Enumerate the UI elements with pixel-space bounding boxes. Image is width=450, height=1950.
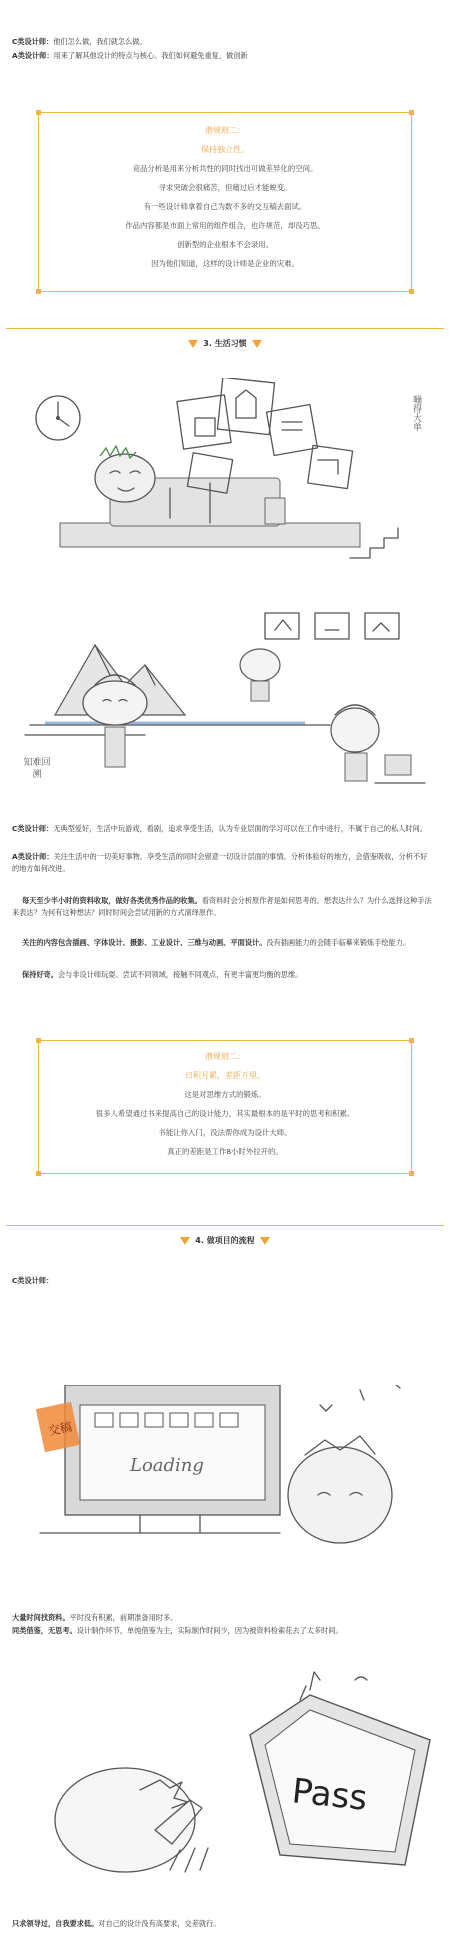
loading-illustration xyxy=(20,1385,440,1575)
rule1-subheading: 保持独立性。 xyxy=(201,145,249,154)
rule1-line: 有一些设计师拿着自己为数不多的交互稿去面试。 xyxy=(143,202,307,211)
rule1-line: 作品内容都是市面上常用的组件组合，也许规范，却没巧思。 xyxy=(125,221,325,230)
intro-a-text: 用来了解其他设计的特点与核心。我们如何避免重复，做创新 xyxy=(53,51,248,60)
habits-p2-text: 没有插画能力的会随手临摹来锻炼手绘能力。 xyxy=(266,938,411,947)
habits-p1-text: 看资料时会分析原作者是如何思考的。想表达什么？为什么选择这种手法来表达？为何有这种想法？同时时间会尝试用新的方式演绎原作。 xyxy=(12,896,432,917)
loading-text: Loading xyxy=(130,1455,204,1476)
section4-header xyxy=(0,1225,450,1255)
habits-p3-text: 会与非设计师玩耍。尝试不同领域，接触不同观点，有更丰富更均衡的思维。 xyxy=(57,970,303,979)
habits-p3-bold: 保持好奇。 xyxy=(22,970,58,979)
rule2-subheading: 日积月累，差距万里。 xyxy=(185,1071,265,1080)
habits-c-text: 无典型爱好，生活中玩游戏，看剧，追求享受生活，认为专业层面的学习可以在工作中进行，不属于自己的私人时间。 xyxy=(53,824,427,833)
rule2-box xyxy=(38,1040,412,1174)
rule2-line: 这是对思维方式的锻炼。 xyxy=(184,1090,266,1099)
habits-c-label: C类设计师： xyxy=(12,824,54,833)
process-p2-text: 设计制作环节，单纯借鉴为主，实际制作时间少，因为被资料检索花去了太多时间。 xyxy=(76,1626,343,1635)
habits-a-label: A类设计师： xyxy=(12,852,54,861)
habits-a xyxy=(12,851,432,875)
process-p2-bold: 同类借鉴，无思考。 xyxy=(12,1626,77,1635)
illus1-side-text: 嘣得大单 xyxy=(411,395,421,431)
rule2-line: 书能让你入门，没法帮你成为设计大师。 xyxy=(158,1128,292,1137)
habits-c xyxy=(12,823,432,835)
habits-p1-bold: 每天至少半小时的资料收取，做好各类优秀作品的收集。 xyxy=(22,896,202,905)
section4-title: 4. 做项目的流程 xyxy=(195,1236,255,1245)
intro-c-text: 他们怎么做，我们就怎么做。 xyxy=(53,37,147,46)
arrow-down-icon xyxy=(260,1237,270,1245)
intro-a-line xyxy=(12,50,432,62)
arrow-down-icon xyxy=(180,1237,190,1245)
pass-illustration xyxy=(10,1660,440,1900)
rule2-line: 真正的差距是工作8小时外拉开的。 xyxy=(167,1147,283,1156)
stamp-text: 交稿 xyxy=(46,1419,74,1439)
mountain-illustration xyxy=(15,605,435,805)
rule2-heading: 潜规则二： xyxy=(205,1052,245,1061)
habits-p3 xyxy=(12,969,432,981)
rule1-heading: 潜规则二： xyxy=(205,126,245,135)
section3-header xyxy=(0,328,450,358)
intro-c-line xyxy=(12,36,432,48)
process-c-label-text: C类设计师： xyxy=(12,1276,54,1285)
process-p1 xyxy=(12,1612,432,1624)
process-p1-bold: 大量时间找资料。 xyxy=(12,1613,70,1622)
intro-a-label: A类设计师： xyxy=(12,51,54,60)
arrow-down-icon xyxy=(252,340,262,348)
process-p3-text: 对自己的设计没有高要求，交差就行。 xyxy=(98,1919,221,1928)
rule1-line: 因为他们知道，这样的设计师是企业的灾难。 xyxy=(151,259,299,268)
process-c-label xyxy=(12,1275,432,1287)
process-p3 xyxy=(12,1918,432,1930)
rule1-line: 寻求突破会很痛苦，但痛过后才能蜕变。 xyxy=(158,183,292,192)
intro-c-label: C类设计师： xyxy=(12,37,54,46)
process-p2 xyxy=(12,1625,432,1637)
rule1-line: 竞品分析是用来分析共性的同时找出可做差异化的空间。 xyxy=(132,164,318,173)
desk-illustration xyxy=(20,378,440,588)
process-p3-bold: 只求领导过，自我要求低。 xyxy=(12,1919,99,1928)
illus2-side-text: 知难回溯 xyxy=(23,758,51,780)
arrow-down-icon xyxy=(188,340,198,348)
pass-text: Pass xyxy=(290,1771,370,1819)
rule2-line: 很多人希望通过书来提高自己的设计能力，其实最根本的是平时的思考和积累。 xyxy=(95,1109,355,1118)
habits-p2-bold: 关注的内容包含插画、字体设计、摄影、工业设计、三维与动画、平面设计。 xyxy=(22,938,267,947)
habits-p1 xyxy=(12,895,432,919)
habits-a-text: 关注生活中的一切美好事物。享受生活的同时会留意一切设计层面的事情。分析体验好的地方，会借鉴吸收，分析不好的地方如何改进。 xyxy=(12,852,428,873)
process-p1-text: 平时没有积累，前期准备用时多。 xyxy=(69,1613,178,1622)
habits-p2 xyxy=(12,937,432,949)
section3-title: 3. 生活习惯 xyxy=(203,339,247,348)
rule1-line: 创新型的企业根本不会录用。 xyxy=(176,240,274,249)
rule1-box xyxy=(38,112,412,292)
